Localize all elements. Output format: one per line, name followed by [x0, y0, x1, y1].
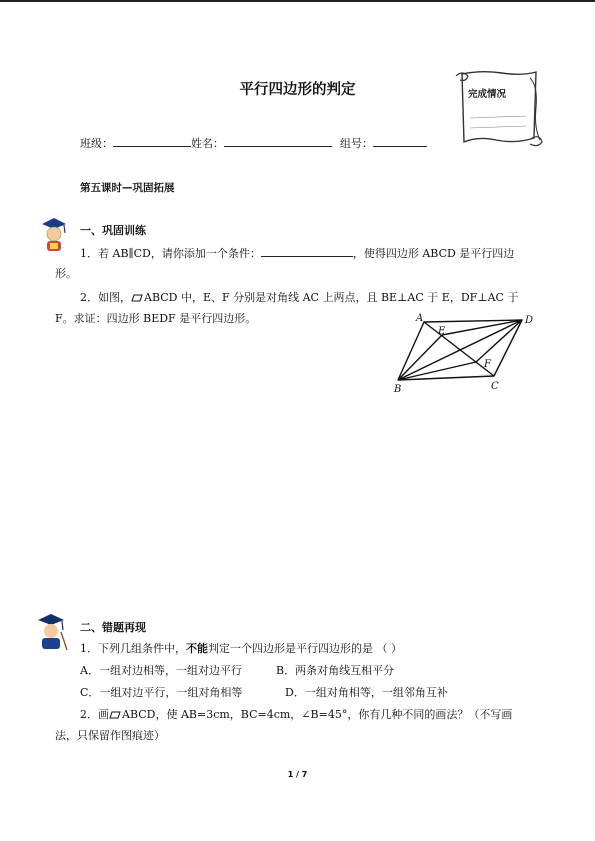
top-rule	[0, 0, 595, 2]
student-cap-icon	[38, 216, 70, 254]
scroll-badge-icon	[452, 68, 544, 150]
s2-q1-stem	[80, 640, 402, 656]
s1-q1-text-b: ，使得四边形 ABCD 是平行四边	[352, 247, 515, 260]
s2-option-c[interactable]: C．一组对边平行，一组对角相等	[80, 686, 243, 699]
group-label: 组号：	[340, 137, 373, 150]
name-blank[interactable]	[224, 135, 332, 147]
parallelogram-figure	[388, 310, 540, 396]
label-C: C	[491, 381, 499, 392]
label-F: F	[484, 359, 491, 370]
class-label: 班级：	[80, 137, 113, 150]
s2-q2-line2: 法，只保留作图痕迹）	[55, 729, 165, 742]
page-title: 平行四边形的判定	[239, 82, 356, 98]
group-blank[interactable]	[373, 135, 427, 147]
parallelogram-symbol-icon	[109, 711, 121, 719]
s2-q1-text-a: 1．下列几组条件中，	[80, 642, 186, 655]
parallelogram-symbol-icon	[131, 294, 143, 302]
section-2-heading: 二、错题再现	[80, 621, 146, 634]
s2-q1-text-b: 判定一个四边形是平行四边形的是 （ ）	[208, 642, 402, 655]
s1-q1-line2: 形。	[55, 267, 77, 280]
segment-df	[476, 320, 522, 362]
s2-option-b[interactable]: B．两条对角线互相平分	[276, 664, 395, 677]
name-label: 姓名：	[191, 137, 224, 150]
s1-q1-text-a: 1．若 AB∥CD，请你添加一个条件：	[80, 247, 261, 260]
s1-q2-text-a: 2．如图，	[80, 291, 131, 304]
class-blank[interactable]	[113, 135, 191, 147]
badge-label: 完成情况	[468, 89, 507, 100]
s2-q1-emphasis: 不能	[186, 642, 208, 655]
label-D: D	[525, 315, 534, 326]
s2-q2-text-a: 2．画	[80, 708, 109, 721]
s1-q1-answer-blank[interactable]	[261, 245, 353, 257]
diagonal-bd	[398, 320, 522, 380]
label-B: B	[394, 384, 402, 395]
s1-q2-line2: F。求证：四边形 BEDF 是平行四边形。	[55, 312, 257, 325]
section-1-heading: 一、巩固训练	[80, 224, 146, 237]
s2-q2-text-b: ABCD，使 AB=3cm，BC=4cm，∠B=45°，你有几种不同的画法？（不写画	[122, 708, 513, 721]
s2-option-a[interactable]: A．一组对边相等，一组对边平行	[80, 664, 242, 677]
s2-q2-line1	[80, 706, 512, 722]
s1-q2-text-b: ABCD 中，E、F 分别是对角线 AC 上两点，且 BE⊥AC 于 E，DF⊥AC 于	[144, 291, 519, 304]
segment-be	[398, 335, 442, 380]
s2-option-d[interactable]: D．一组对角相等，一组邻角互补	[285, 686, 448, 699]
segment-ed	[442, 320, 522, 335]
label-E: E	[438, 326, 446, 337]
lesson-heading: 第五课时—巩固拓展	[80, 182, 175, 194]
s1-q1-line1	[80, 245, 514, 261]
page-number: 1 / 7	[287, 770, 308, 779]
teacher-cap-icon	[34, 612, 68, 652]
label-A: A	[416, 313, 424, 324]
student-info-row	[80, 135, 427, 151]
s1-q2-line1	[80, 289, 518, 305]
